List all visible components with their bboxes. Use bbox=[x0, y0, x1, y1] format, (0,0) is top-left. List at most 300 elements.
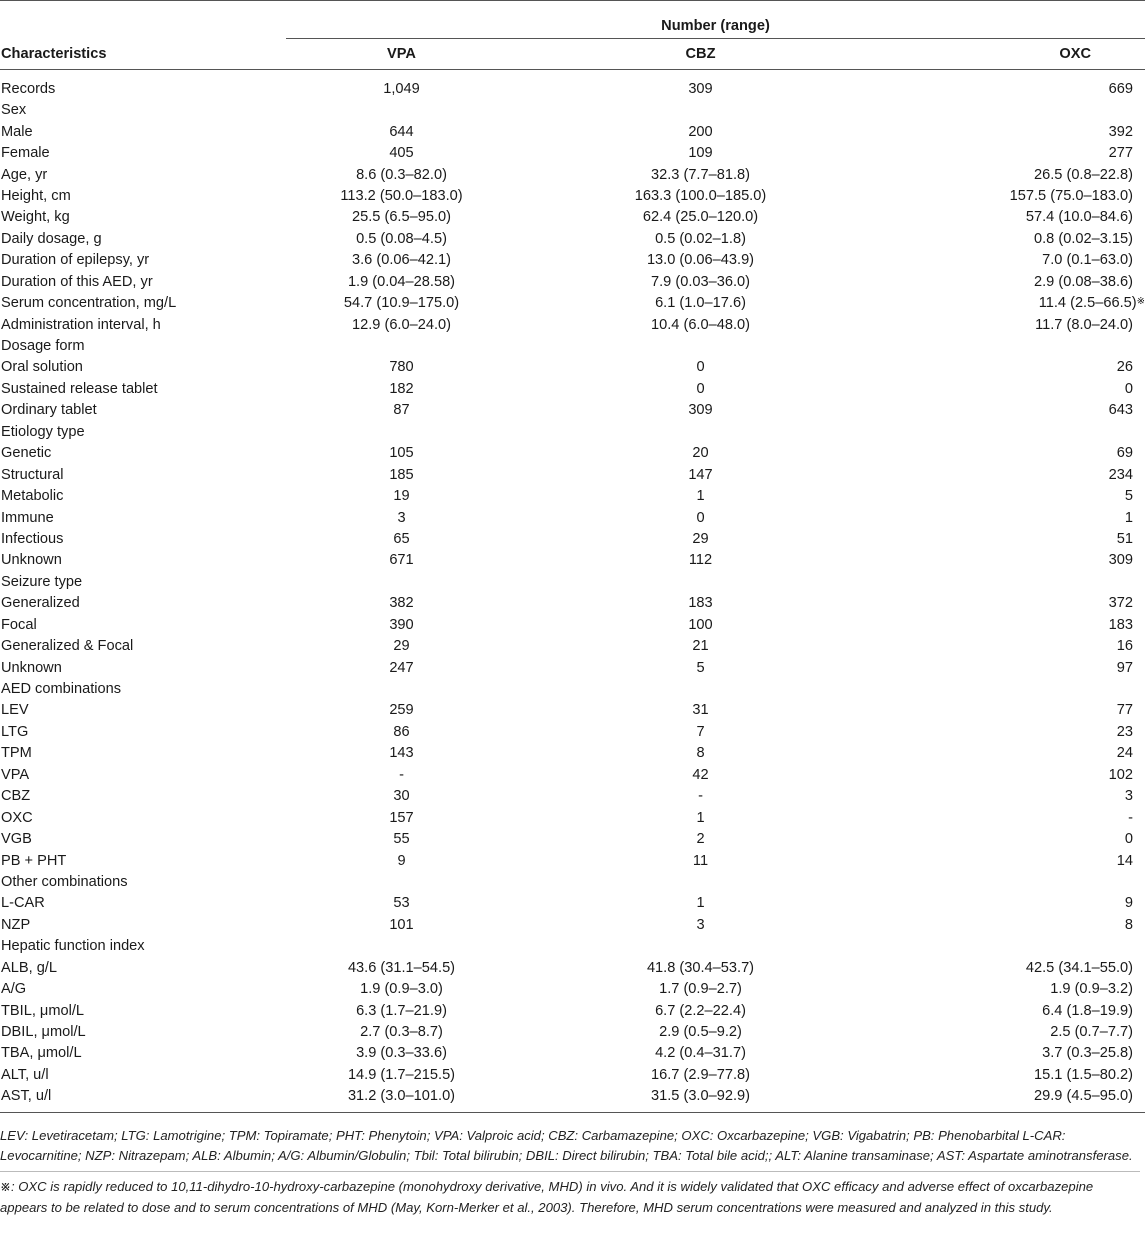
row-label: AED combinations bbox=[1, 681, 122, 698]
cell-vpa bbox=[286, 443, 517, 464]
cell-value: 4.2 (0.4–31.7) bbox=[655, 1045, 746, 1062]
cell-oxc bbox=[884, 379, 1145, 400]
cell-vpa bbox=[286, 486, 517, 507]
cell-value: 1 bbox=[696, 809, 705, 826]
cell-value: 12.9 (6.0–24.0) bbox=[352, 316, 451, 333]
table-row bbox=[0, 829, 1145, 850]
cell-value: 25.5 (6.5–95.0) bbox=[352, 209, 451, 226]
cell-vpa bbox=[286, 336, 517, 357]
cell-value: 7.9 (0.03–36.0) bbox=[651, 273, 750, 290]
row-label: Structural bbox=[1, 466, 64, 483]
cell-value: 32.3 (7.7–81.8) bbox=[651, 166, 750, 183]
row-label: LTG bbox=[1, 723, 29, 740]
cell-vpa bbox=[286, 314, 517, 335]
cell-value: 163.3 (100.0–185.0) bbox=[634, 187, 767, 204]
cell-vpa bbox=[286, 70, 517, 101]
cell-cbz bbox=[517, 357, 884, 378]
cell-value: 0.5 (0.02–1.8) bbox=[655, 230, 746, 247]
cell-value: 62.4 (25.0–120.0) bbox=[642, 209, 759, 226]
cell-value: 57.4 (10.0–84.6) bbox=[1025, 209, 1133, 226]
cell-oxc bbox=[884, 1065, 1145, 1086]
cell-value: 1 bbox=[696, 895, 705, 912]
cell-vpa bbox=[286, 357, 517, 378]
footnote-mark: ※ bbox=[1136, 296, 1145, 308]
cell-vpa bbox=[286, 121, 517, 142]
cell-cbz bbox=[517, 550, 884, 571]
cell-value: 69 bbox=[1116, 445, 1133, 462]
row-label: Records bbox=[1, 81, 56, 97]
cell-value: 55 bbox=[393, 831, 410, 848]
row-label: Generalized bbox=[1, 595, 80, 612]
table-row bbox=[0, 314, 1145, 335]
row-label: Weight, kg bbox=[1, 209, 70, 226]
cell-cbz bbox=[517, 979, 884, 1000]
cell-oxc bbox=[884, 1022, 1145, 1043]
cell-vpa bbox=[286, 164, 517, 185]
cell-oxc bbox=[884, 164, 1145, 185]
cell-value: 0.5 (0.08–4.5) bbox=[356, 230, 447, 247]
footnotes bbox=[0, 1126, 1140, 1223]
cell-vpa bbox=[286, 700, 517, 721]
cell-oxc bbox=[884, 829, 1145, 850]
cell-value: 42.5 (34.1–55.0) bbox=[1025, 959, 1133, 976]
table-row bbox=[0, 1086, 1145, 1112]
cell-value: 21 bbox=[692, 638, 709, 655]
cell-value: 259 bbox=[389, 702, 414, 719]
table-row bbox=[0, 700, 1145, 721]
cell-oxc bbox=[884, 1086, 1145, 1112]
cell-value: 16.7 (2.9–77.8) bbox=[651, 1066, 750, 1083]
cell-value: 51 bbox=[1116, 530, 1133, 547]
cell-cbz bbox=[517, 1086, 884, 1112]
table-row bbox=[0, 250, 1145, 271]
cell-value: 405 bbox=[389, 145, 414, 162]
cell-vpa bbox=[286, 529, 517, 550]
cell-cbz bbox=[517, 1022, 884, 1043]
cell-oxc bbox=[884, 807, 1145, 828]
table-row bbox=[0, 679, 1145, 700]
cell-oxc bbox=[884, 336, 1145, 357]
cell-value: 143 bbox=[389, 745, 414, 762]
row-label: Duration of epilepsy, yr bbox=[1, 252, 150, 269]
row-label: Dosage form bbox=[1, 338, 85, 355]
cell-oxc bbox=[884, 443, 1145, 464]
cell-value: 26.5 (0.8–22.8) bbox=[1034, 166, 1133, 183]
cell-value: 23 bbox=[1116, 723, 1133, 740]
cell-value: 2 bbox=[696, 831, 705, 848]
cell-cbz bbox=[517, 765, 884, 786]
cell-value: 2.9 (0.08–38.6) bbox=[1034, 273, 1133, 290]
cell-value: 109 bbox=[688, 145, 713, 162]
cell-cbz bbox=[517, 400, 884, 421]
cell-value: 31 bbox=[692, 702, 709, 719]
cell-value: 5 bbox=[1124, 488, 1133, 505]
table-row bbox=[0, 765, 1145, 786]
table-row bbox=[0, 272, 1145, 293]
cell-vpa bbox=[286, 893, 517, 914]
cell-cbz bbox=[517, 207, 884, 228]
cell-oxc bbox=[884, 314, 1145, 335]
table-row bbox=[0, 422, 1145, 443]
cell-value: 11.7 (8.0–24.0) bbox=[1035, 316, 1133, 333]
cell-value: 3.6 (0.06–42.1) bbox=[352, 252, 451, 269]
cell-value: 113.2 (50.0–183.0) bbox=[340, 187, 463, 204]
cell-cbz bbox=[517, 722, 884, 743]
cell-value: 644 bbox=[389, 123, 414, 140]
cell-value: 200 bbox=[688, 123, 713, 140]
table-row bbox=[0, 207, 1145, 228]
row-label: TBA, μmol/L bbox=[1, 1045, 82, 1062]
table-row bbox=[0, 722, 1145, 743]
cell-vpa bbox=[286, 765, 517, 786]
cell-oxc bbox=[884, 507, 1145, 528]
cell-cbz bbox=[517, 786, 884, 807]
cell-vpa bbox=[286, 743, 517, 764]
cell-value: 97 bbox=[1116, 659, 1133, 676]
table-row bbox=[0, 486, 1145, 507]
abbreviations-footnote: LEV: Levetiracetam; LTG: Lamotrigine; TPM: Topiramate; PHT: Phenytoin; VPA: Valproic acid; CBZ: Carbamazepine; OXC: Oxcarbazepine; VGB: Vigabatrin; PB: Phenobarbital L-CAR: Levocarnitine; NZP: Nitrazepam; ALB: Albumin; A/G: Albumin/Globulin; Tbil: Total bilirubin; DBIL: Direct bilirubin; TBA: Total bile acid;; ALT: Alanine transaminase; AST: Aspartate aminotransferase. bbox=[0, 1128, 1133, 1164]
cell-value: 41.8 (30.4–53.7) bbox=[646, 959, 755, 976]
table-row bbox=[0, 807, 1145, 828]
cell-value: 65 bbox=[393, 530, 410, 547]
cell-cbz bbox=[517, 636, 884, 657]
cell-value: 105 bbox=[389, 445, 414, 462]
cell-value: 182 bbox=[389, 380, 414, 397]
table-row bbox=[0, 1022, 1145, 1043]
cell-value: 30 bbox=[393, 788, 410, 805]
cell-value: 5 bbox=[696, 659, 705, 676]
cell-value: 3 bbox=[1124, 788, 1133, 805]
cell-value: 0 bbox=[696, 380, 705, 397]
cell-value: 157.5 (75.0–183.0) bbox=[1009, 187, 1133, 204]
cell-cbz bbox=[517, 1043, 884, 1064]
cell-vpa bbox=[286, 807, 517, 828]
cell-value: 1 bbox=[696, 488, 705, 505]
table-row bbox=[0, 164, 1145, 185]
cell-oxc bbox=[884, 786, 1145, 807]
cell-vpa bbox=[286, 422, 517, 443]
table-row bbox=[0, 379, 1145, 400]
table-row bbox=[0, 507, 1145, 528]
cell-vpa bbox=[286, 400, 517, 421]
cell-value: 1 bbox=[1124, 509, 1133, 526]
cell-oxc bbox=[884, 357, 1145, 378]
cell-cbz bbox=[517, 679, 884, 700]
column-header-vpa: VPA bbox=[286, 39, 517, 70]
cell-vpa bbox=[286, 186, 517, 207]
row-label: Height, cm bbox=[1, 187, 71, 204]
table-row bbox=[0, 70, 1145, 101]
row-label: Hepatic function index bbox=[1, 938, 145, 955]
cell-vpa bbox=[286, 850, 517, 871]
cell-oxc bbox=[884, 250, 1145, 271]
cell-oxc bbox=[884, 915, 1145, 936]
cell-oxc bbox=[884, 272, 1145, 293]
cell-value: 16 bbox=[1116, 638, 1133, 655]
cell-value: 6.4 (1.8–19.9) bbox=[1042, 1002, 1133, 1019]
characteristics-header: Characteristics bbox=[0, 39, 286, 70]
cell-cbz bbox=[517, 872, 884, 893]
cell-vpa bbox=[286, 1065, 517, 1086]
row-label: Duration of this AED, yr bbox=[1, 273, 153, 290]
row-label: Generalized & Focal bbox=[1, 638, 134, 655]
cell-vpa bbox=[286, 379, 517, 400]
cell-value: 0 bbox=[1124, 831, 1133, 848]
cell-value: 10.4 (6.0–48.0) bbox=[651, 316, 750, 333]
cell-value: 234 bbox=[1108, 466, 1133, 483]
cell-value: 42 bbox=[692, 766, 709, 783]
cell-oxc bbox=[884, 593, 1145, 614]
cell-oxc bbox=[884, 100, 1145, 121]
row-label: NZP bbox=[1, 916, 31, 933]
row-label: Unknown bbox=[1, 552, 62, 569]
cell-value: 8 bbox=[696, 745, 705, 762]
cell-cbz bbox=[517, 529, 884, 550]
cell-oxc bbox=[884, 486, 1145, 507]
table-row bbox=[0, 293, 1145, 314]
cell-vpa bbox=[286, 936, 517, 957]
cell-vpa bbox=[286, 272, 517, 293]
cell-oxc bbox=[884, 207, 1145, 228]
cell-vpa bbox=[286, 464, 517, 485]
cell-value: 780 bbox=[389, 359, 414, 376]
cell-value: 87 bbox=[393, 402, 410, 419]
cell-cbz bbox=[517, 336, 884, 357]
table-row bbox=[0, 657, 1145, 678]
cell-vpa bbox=[286, 293, 517, 314]
cell-cbz bbox=[517, 272, 884, 293]
cell-value: 13.0 (0.06–43.9) bbox=[646, 252, 755, 269]
cell-vpa bbox=[286, 593, 517, 614]
cell-value: 0 bbox=[696, 509, 705, 526]
cell-vpa bbox=[286, 958, 517, 979]
table-row bbox=[0, 1043, 1145, 1064]
cell-value: 0 bbox=[1124, 380, 1133, 397]
row-label: Age, yr bbox=[1, 166, 48, 183]
row-label: CBZ bbox=[1, 788, 31, 805]
cell-value: 29 bbox=[692, 530, 709, 547]
cell-oxc bbox=[884, 70, 1145, 101]
cell-value: - bbox=[399, 766, 404, 783]
cell-oxc bbox=[884, 121, 1145, 142]
table-body bbox=[0, 70, 1145, 1113]
cell-oxc bbox=[884, 615, 1145, 636]
cell-cbz bbox=[517, 314, 884, 335]
cell-value: 54.7 (10.9–175.0) bbox=[343, 295, 460, 312]
cell-value: 19 bbox=[393, 488, 410, 505]
row-label: Sustained release tablet bbox=[1, 380, 158, 397]
cell-value: 183 bbox=[688, 595, 713, 612]
cell-cbz bbox=[517, 1065, 884, 1086]
row-label: TPM bbox=[1, 745, 32, 762]
cell-value: 3.7 (0.3–25.8) bbox=[1042, 1045, 1133, 1062]
cell-oxc bbox=[884, 1000, 1145, 1021]
cell-value: 1.9 (0.9–3.2) bbox=[1050, 981, 1133, 998]
cell-value: 309 bbox=[1108, 552, 1133, 569]
row-label: Etiology type bbox=[1, 423, 85, 440]
table-row bbox=[0, 357, 1145, 378]
cell-cbz bbox=[517, 615, 884, 636]
table-row bbox=[0, 100, 1145, 121]
cell-vpa bbox=[286, 657, 517, 678]
cell-cbz bbox=[517, 486, 884, 507]
cell-cbz bbox=[517, 700, 884, 721]
cell-value: - bbox=[698, 788, 703, 805]
cell-cbz bbox=[517, 121, 884, 142]
cell-oxc bbox=[884, 293, 1145, 314]
row-label: ALB, g/L bbox=[1, 959, 57, 976]
cell-oxc bbox=[884, 422, 1145, 443]
row-label: ALT, u/l bbox=[1, 1066, 49, 1083]
cell-vpa bbox=[286, 143, 517, 164]
table-row bbox=[0, 121, 1145, 142]
row-label: OXC bbox=[1, 809, 33, 826]
footnote-divider bbox=[0, 1171, 1140, 1172]
cell-vpa bbox=[286, 615, 517, 636]
cell-value: 86 bbox=[393, 723, 410, 740]
cell-vpa bbox=[286, 872, 517, 893]
cell-value: 20 bbox=[692, 445, 709, 462]
row-label: AST, u/l bbox=[0, 1086, 286, 1112]
cell-cbz bbox=[517, 958, 884, 979]
cell-oxc bbox=[884, 700, 1145, 721]
row-label: Seizure type bbox=[1, 573, 83, 590]
cell-cbz bbox=[517, 807, 884, 828]
table-row bbox=[0, 464, 1145, 485]
table-row bbox=[0, 336, 1145, 357]
cell-value: 2.7 (0.3–8.7) bbox=[360, 1024, 443, 1041]
cell-value: 185 bbox=[389, 466, 414, 483]
row-label: A/G bbox=[1, 981, 27, 998]
cell-oxc bbox=[884, 893, 1145, 914]
row-label: VPA bbox=[1, 766, 30, 783]
cell-value: 247 bbox=[389, 659, 414, 676]
cell-cbz bbox=[517, 100, 884, 121]
cell-value: 392 bbox=[1108, 123, 1133, 140]
table-row bbox=[0, 958, 1145, 979]
cell-oxc bbox=[884, 765, 1145, 786]
table-row bbox=[0, 400, 1145, 421]
table-row bbox=[0, 443, 1145, 464]
table-row bbox=[0, 593, 1145, 614]
cell-value: 77 bbox=[1116, 702, 1133, 719]
cell-value: 1,049 bbox=[383, 81, 420, 97]
row-label: Focal bbox=[1, 616, 37, 633]
table-row bbox=[0, 872, 1145, 893]
table-row bbox=[0, 550, 1145, 571]
cell-value: 0.8 (0.02–3.15) bbox=[1034, 230, 1133, 247]
cell-cbz bbox=[517, 250, 884, 271]
table-row bbox=[0, 186, 1145, 207]
header-spacer bbox=[0, 0, 286, 39]
cell-oxc bbox=[884, 936, 1145, 957]
cell-cbz bbox=[517, 743, 884, 764]
cell-oxc bbox=[884, 636, 1145, 657]
cell-vpa bbox=[286, 1022, 517, 1043]
cell-value: 14 bbox=[1116, 852, 1133, 869]
cell-value: 0 bbox=[696, 359, 705, 376]
cell-value: 6.1 (1.0–17.6) bbox=[655, 295, 746, 312]
cell-value: 26 bbox=[1116, 359, 1133, 376]
cell-value: 29 bbox=[393, 638, 410, 655]
cell-value: 31.5 (3.0–92.9) bbox=[651, 1088, 750, 1105]
cell-cbz bbox=[517, 829, 884, 850]
cell-cbz bbox=[517, 464, 884, 485]
row-label: Oral solution bbox=[1, 359, 83, 376]
cell-cbz bbox=[517, 915, 884, 936]
cell-oxc bbox=[884, 850, 1145, 871]
table-row bbox=[0, 915, 1145, 936]
cell-oxc bbox=[884, 657, 1145, 678]
row-label: Serum concentration, mg/L bbox=[1, 295, 177, 312]
row-label: Daily dosage, g bbox=[1, 230, 102, 247]
cell-value: 7 bbox=[696, 723, 705, 740]
cell-value: 8 bbox=[1124, 916, 1133, 933]
cell-vpa bbox=[286, 550, 517, 571]
cell-cbz bbox=[517, 443, 884, 464]
cell-cbz bbox=[517, 936, 884, 957]
cell-vpa bbox=[286, 915, 517, 936]
cell-oxc bbox=[884, 958, 1145, 979]
cell-vpa bbox=[286, 250, 517, 271]
cell-cbz bbox=[517, 593, 884, 614]
cell-cbz bbox=[517, 186, 884, 207]
cell-value: 1.7 (0.9–2.7) bbox=[659, 981, 742, 998]
cell-value: 1.9 (0.04–28.58) bbox=[347, 273, 456, 290]
cell-value: 43.6 (31.1–54.5) bbox=[347, 959, 456, 976]
row-label: Metabolic bbox=[1, 488, 64, 505]
cell-vpa bbox=[286, 829, 517, 850]
cell-value: 1.9 (0.9–3.0) bbox=[360, 981, 443, 998]
row-label: TBIL, μmol/L bbox=[1, 1002, 85, 1019]
cell-value: 100 bbox=[688, 616, 713, 633]
cell-cbz bbox=[517, 164, 884, 185]
table-row bbox=[0, 1065, 1145, 1086]
cell-value: 390 bbox=[389, 616, 414, 633]
table-row bbox=[0, 143, 1145, 164]
cell-oxc bbox=[884, 550, 1145, 571]
row-label: VGB bbox=[1, 831, 32, 848]
cell-oxc bbox=[884, 400, 1145, 421]
cell-value: 24 bbox=[1116, 745, 1133, 762]
cell-oxc bbox=[884, 872, 1145, 893]
table-row bbox=[0, 615, 1145, 636]
cell-vpa bbox=[286, 722, 517, 743]
cell-vpa bbox=[286, 786, 517, 807]
row-label: Female bbox=[1, 145, 50, 162]
cell-value: 6.7 (2.2–22.4) bbox=[655, 1002, 746, 1019]
row-label: Infectious bbox=[1, 530, 64, 547]
cell-oxc bbox=[884, 229, 1145, 250]
cell-cbz bbox=[517, 850, 884, 871]
cell-value: 309 bbox=[688, 402, 713, 419]
cell-oxc bbox=[884, 743, 1145, 764]
cell-value: 147 bbox=[688, 466, 713, 483]
cell-oxc bbox=[884, 679, 1145, 700]
cell-cbz bbox=[517, 657, 884, 678]
row-label: Unknown bbox=[1, 659, 62, 676]
cell-cbz bbox=[517, 572, 884, 593]
table-row bbox=[0, 850, 1145, 871]
cell-cbz bbox=[517, 893, 884, 914]
table-row bbox=[0, 636, 1145, 657]
table-row bbox=[0, 229, 1145, 250]
cell-value: 14.9 (1.7–215.5) bbox=[347, 1066, 456, 1083]
cell-value: 53 bbox=[393, 895, 410, 912]
cell-value: 7.0 (0.1–63.0) bbox=[1042, 252, 1133, 269]
cell-value: - bbox=[1128, 809, 1133, 826]
table-row bbox=[0, 743, 1145, 764]
